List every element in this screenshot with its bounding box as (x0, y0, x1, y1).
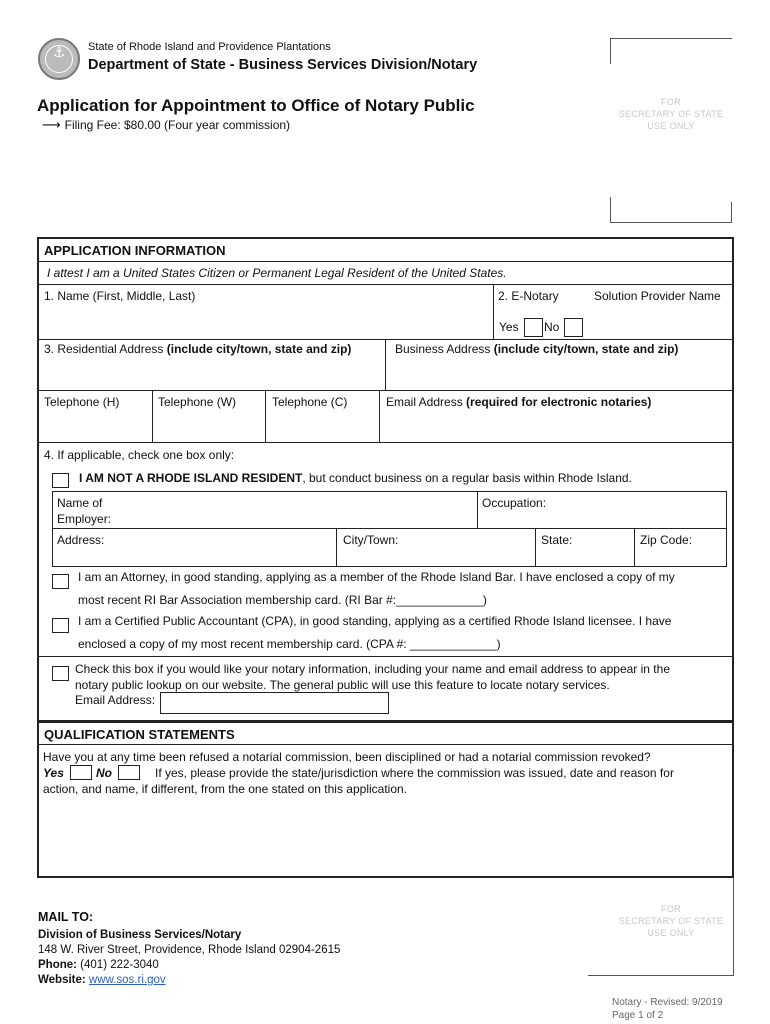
arrow-right-icon: ⟶ (42, 118, 61, 133)
mail-phone (38, 958, 340, 973)
residential-address-text: 3. Residential Address (44, 342, 167, 356)
footer (612, 996, 723, 1022)
business-address-label (395, 342, 678, 356)
lookup-email-field[interactable] (160, 692, 389, 714)
revision-date: Notary - Revised: 9/2019 (612, 997, 723, 1008)
sos-label-line: SECRETARY OF STATE (618, 109, 724, 119)
nonresident-rest: , but conduct business on a regular basis within Rhode Island. (302, 471, 632, 485)
mail-division: Division of Business Services/Notary (38, 929, 242, 941)
attorney-line-2: most recent RI Bar Association membership card. (RI Bar #:_____________) (78, 593, 487, 607)
employer-address-label: Address: (57, 533, 105, 547)
qualification-followup-2: action, and name, if different, from the one stated on this application. (43, 782, 408, 796)
filing-fee (42, 118, 290, 133)
residential-address-hint: (include city/town, state and zip) (166, 342, 352, 356)
enotary-yes-label: Yes (499, 320, 519, 334)
sos-label-line: USE ONLY (647, 121, 695, 131)
qualification-yes-checkbox[interactable] (70, 765, 92, 780)
mail-to-block (38, 910, 340, 988)
qualification-box (37, 744, 734, 878)
page-title: Application for Appointment to Office of Notary Public (37, 96, 475, 115)
lookup-optin-checkbox[interactable] (52, 666, 69, 681)
qualification-question: Have you at any time been refused a notarial commission, been disciplined or had a notarial commission revoked? (43, 750, 651, 764)
employer-city-label: City/Town: (343, 533, 399, 547)
lookup-line-1: Check this box if you would like your notary information, including your name and email address to appear in the (75, 662, 670, 676)
residential-address-label (44, 342, 351, 356)
solution-provider-label: Solution Provider Name (594, 289, 721, 303)
employer-name-line: Employer: (57, 512, 112, 526)
occupation-label: Occupation: (482, 496, 547, 510)
enotary-no-label: No (544, 320, 560, 334)
mail-website (38, 973, 340, 988)
sos-label-line: USE ONLY (647, 928, 695, 938)
mail-heading: MAIL TO: (38, 910, 94, 924)
employer-name-label (57, 495, 111, 527)
name-label: 1. Name (First, Middle, Last) (44, 289, 196, 303)
sos-use-only-top (606, 96, 736, 132)
enotary-yes-checkbox[interactable] (524, 318, 543, 337)
state-line: State of Rhode Island and Providence Plantations (88, 41, 331, 53)
qualification-followup-1: If yes, please provide the state/jurisdiction where the commission was issued, date and reason for (155, 766, 674, 780)
qualification-yes-label: Yes (43, 766, 64, 780)
application-heading: APPLICATION INFORMATION (44, 243, 226, 258)
state-seal (38, 38, 80, 80)
mail-website-label: Website: (38, 974, 86, 986)
cpa-line-1: I am a Certified Public Accountant (CPA), in good standing, applying as a certified Rhode Island licensee. I have (78, 614, 672, 628)
business-address-hint: (include city/town, state and zip) (493, 342, 679, 356)
question-4-label: 4. If applicable, check one box only: (44, 448, 235, 462)
filing-fee-text: Filing Fee: $80.00 (Four year commission) (64, 118, 291, 132)
business-address-text: Business Address (395, 342, 494, 356)
employer-table (52, 491, 727, 567)
nonresident-bold: I AM NOT A RHODE ISLAND RESIDENT (79, 471, 303, 485)
page-number: Page 1 of 2 (612, 1010, 664, 1021)
sos-label-line: FOR (661, 904, 681, 914)
employer-state-label: State: (541, 533, 573, 547)
attorney-line-1: I am an Attorney, in good standing, applying as a member of the Rhode Island Bar. I have enclosed a copy of my (78, 570, 675, 584)
sos-label-line: FOR (661, 97, 681, 107)
anchor-icon: ⚓ (52, 45, 66, 61)
mail-street: 148 W. River Street, Providence, Rhode Island 02904-2615 (38, 944, 341, 956)
email-address-text: Email Address (386, 395, 467, 409)
qualification-heading: QUALIFICATION STATEMENTS (44, 727, 235, 742)
telephone-home-label: Telephone (H) (44, 395, 120, 409)
attorney-checkbox[interactable] (52, 574, 69, 589)
employer-zip-label: Zip Code: (640, 533, 693, 547)
telephone-cell-label: Telephone (C) (272, 395, 348, 409)
cpa-checkbox[interactable] (52, 618, 69, 633)
website-link[interactable]: www.sos.ri.gov (88, 974, 166, 986)
mail-phone-label: Phone: (38, 959, 77, 971)
qualification-no-label: No (96, 766, 112, 780)
nonresident-checkbox[interactable] (52, 473, 69, 488)
enotary-label: 2. E-Notary (498, 289, 559, 303)
sos-use-only-bottom (606, 903, 736, 939)
email-address-label (386, 395, 651, 409)
lookup-line-2: notary public lookup on our website. The general public will use this feature to locate notary services. (75, 678, 610, 692)
employer-name-line: Name of (57, 496, 103, 510)
attest-text: I attest I am a United States Citizen or Permanent Legal Resident of the United States. (47, 266, 507, 280)
mail-phone-value: (401) 222-3040 (76, 959, 159, 971)
telephone-work-label: Telephone (W) (158, 395, 237, 409)
cpa-line-2: enclosed a copy of my most recent membership card. (CPA #: _____________) (78, 637, 501, 651)
lookup-email-label: Email Address: (75, 693, 156, 707)
sos-label-line: SECRETARY OF STATE (618, 916, 724, 926)
nonresident-label (79, 471, 632, 485)
department-name: Department of State - Business Services Division/Notary (88, 57, 478, 73)
enotary-no-checkbox[interactable] (564, 318, 583, 337)
email-address-hint: (required for electronic notaries) (466, 395, 652, 409)
qualification-no-checkbox[interactable] (118, 765, 140, 780)
